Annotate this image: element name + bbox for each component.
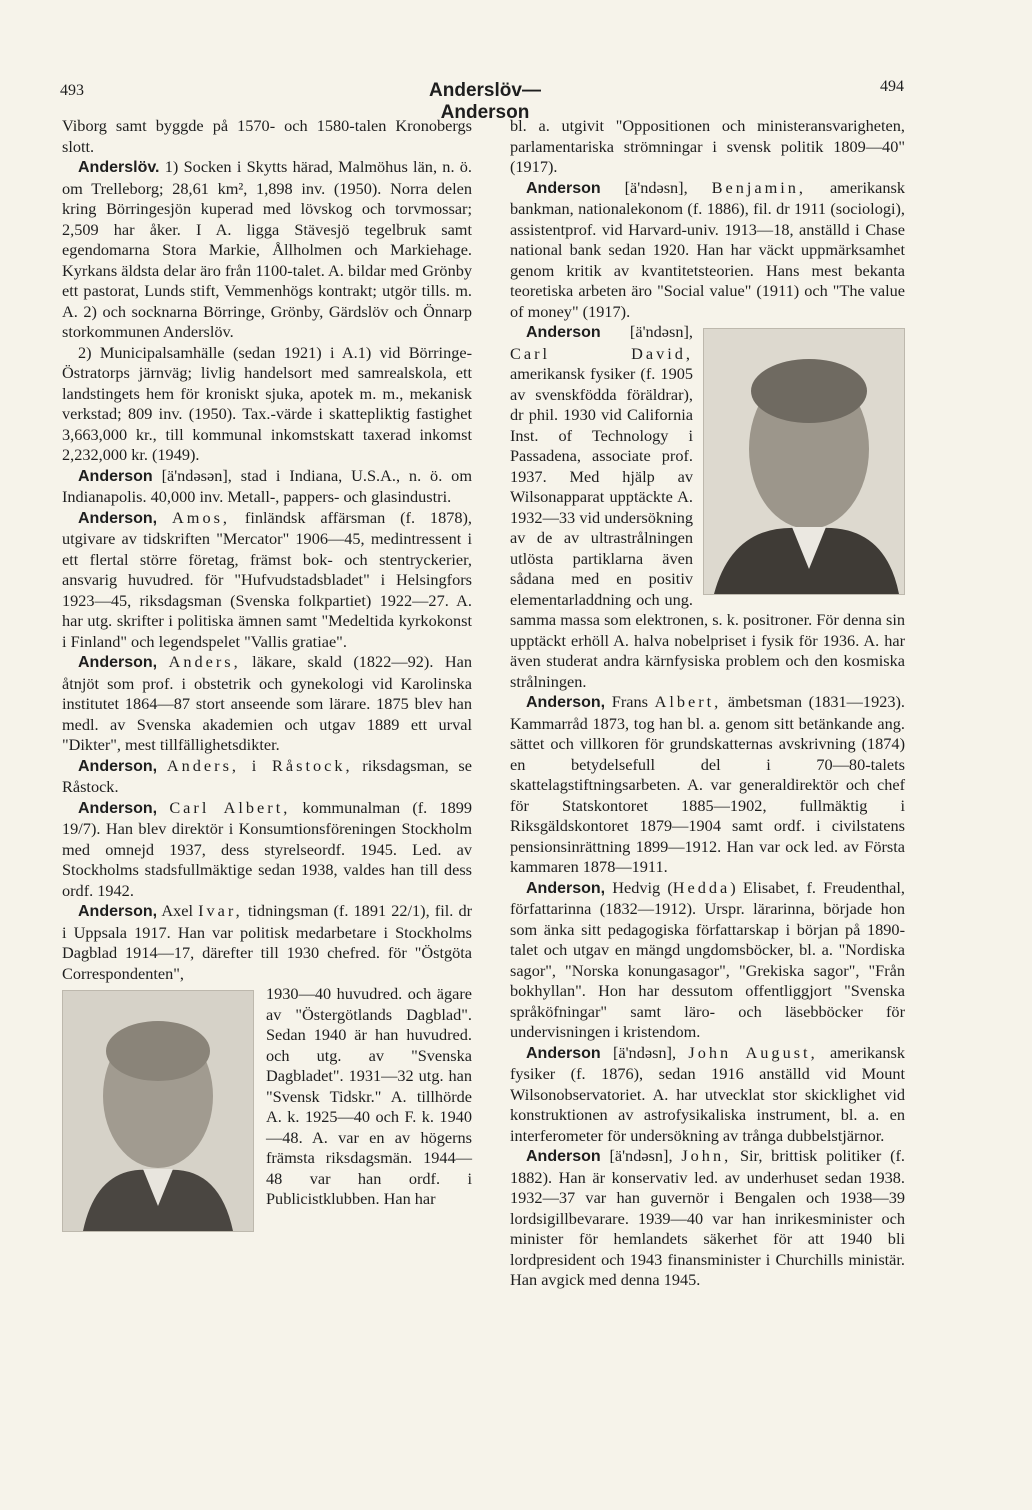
entry-anderson-carl-david [510, 322, 905, 692]
entry-text: [ä'ndəsn], [600, 322, 693, 341]
entry-text: amerikansk fysiker (f. 1905 av svenskfödda föräldrar), dr phil. 1930 vid California Inst. of Technology i Passadena, associate prof. 1937. Med hjälp av Wilsonapparat upptäckte A. 1932—33 vid undersökning av de av ultrastrålningen utlösta partiklarna även sådana med en positiv elementarladdning och ung. samma massa som elektronen, s. k. positroner. För denna sin upptäckt erhöll A. halva nobelpriset i fysik för 1936. A. har även studerat andra kärnfysiska problem och den kosmiska strålningen. [510, 364, 905, 691]
entry-text: amerikansk fysiker (f. 1876), sedan 1916 anställd vid Mount Wilsonobservatoriet. A. har utvecklat stor skicklighet vid konstruktionen av astrofysikaliska instrument, bl. a. en interferometer för undersökning av trånga dubbelstjärnor. [510, 1042, 905, 1145]
entry-text: [ä'ndəsn], [600, 177, 712, 197]
entry-anderson-ivar-cont: 1930—40 huvudred. och ägare av "Östergötlands Dagblad". Sedan 1940 är han huvudred. och utg. av "Svenska Dagbladet". 1931—32 utg. han "Svensk Tidskr." A. tillhörde A. k. 1925—40 och F. k. 1940—48. A. var en av högerns främsta riksdagsmän. 1944—48 var han ordf. i Publicistklubben. Han har [266, 984, 472, 1208]
entry-text: Frans [605, 692, 655, 711]
entry-anderson-carl-albert [62, 798, 472, 902]
entry-text: ) Elisabet, f. Freudenthal, författarinna (1832—1912). Urspr. lärarinna, började hon som änka sitt pedagogiska författarskap i början på 1890-talet och utgav en mängd ungdomsböcker, bl. a. "Nordiska sagor", "Norska konungasagor", "Grekiska sagor", "Från bokhyllan". Hon har dessutom offentliggjort "Svenska språköfningar" samt läro- och läsebböcker för undervisningen i kristendom. [510, 877, 905, 1041]
headword: Anderson, [526, 694, 606, 711]
entry-text: amerikansk bankman, nationalekonom (f. 1886), fil. dr 1911 (sociologi), assistentprof. vid Harvard-univ. 1913—18, anställd i Chase national bank sedan 1920. Han har väckt uppmärksamhet genom kritik av kvantitetsteorien. Hans mest bekanta teoretiska arbeten äro "Social value" (1911) och "The value of money" (1917). [510, 177, 905, 321]
entry-anderson-john-sir [510, 1146, 905, 1291]
portrait-ivar-anderson [62, 990, 254, 1232]
paragraph-continuation: Viborg samt byggde på 1570- och 1580-talen Kronobergs slott. [62, 116, 472, 156]
entry-name: Anders, [168, 652, 241, 671]
portrait-image [63, 991, 253, 1231]
entry-text: finländsk affärsman (f. 1878), utgivare av tidskriften "Mercator" 1906—45, medintressent i ett flertal större företag, främst bok- och stentryckerier, ansvarig huvudred. för "Hufvudstadsbladet" i Helsingfors 1923—45, riksdagsman (Svenska folkpartiet) 1922—27. A. har utg. skrifter i politiska ämnen samt "Medeltida kyrkokonst i Finland" och legendspelet "Vallis gratiae". [62, 507, 472, 651]
paragraph-continuation: bl. a. utgivit "Oppositionen och ministeransvarigheten, parlamentariska strömningar i svensk politik 1809—40" (1917). [510, 116, 905, 176]
entry-name: Carl David, [510, 343, 693, 363]
entry-anderslov [62, 157, 472, 343]
entry-name: Ivar, [198, 901, 243, 920]
headword: Anderson [526, 1044, 601, 1062]
right-column [510, 116, 905, 1291]
entry-text: tidningsman (f. 1891 22/1), fil. dr i Uppsala 1917. Han var politisk medarbetare i Stockholms Dagblad 1914—17, därefter till 1930 chefred. för "Östgöta Correspondenten", [62, 901, 473, 983]
entry-anderson-anders-rastock [62, 756, 472, 798]
entry-text: [ä'ndəsn], [600, 1146, 682, 1165]
entry-text: Hedvig ( [605, 877, 673, 897]
running-head: Anderslöv—Anderson [429, 80, 541, 123]
entry-anderson-hedvig [510, 878, 905, 1043]
entry-anderson-anders [62, 652, 472, 756]
entry-name: Amos, [172, 507, 231, 527]
headword: Anderslöv. [78, 159, 160, 176]
entry-name: Albert, [654, 692, 722, 711]
portrait-carl-david-anderson [703, 328, 905, 595]
headword: Anderson, [78, 757, 158, 775]
entry-name: John, [681, 1146, 732, 1165]
entry-anderson-indiana [62, 466, 472, 508]
entry-text: ämbetsman (1831—1923). Kammarråd 1873, tog han bl. a. genom sitt betänkande ang. sättet och villkoren för grundskatternas avskrivning (1874) en betydelsefull del i 70—80-talets skattelagstiftningsarbeten. A. var generaldirektör och chef för Statskontoret 1885—1902, fullmäktig i Riksgäldskontoret 1879—1904 samt ordf. i civilstatens pensionsinrättning 1899—1912. Han var ock led. av Första kammaren 1878—1911. [510, 692, 905, 876]
entry-anderson-amos [62, 508, 472, 653]
entry-anderson-benjamin [510, 178, 905, 323]
entry-text: 1) Socken i Skytts härad, Malmöhus län, n. ö. om Trelleborg; 28,61 km², 1,898 inv. (1950). Norra delen kring Börringesjön kuperad med lövskog och torvmossar; 2,509 har åker. I A. ligga Stävesjö tegelbruk samt egendomarna Stora Markie, Ållholmen och Markiehage. Kyrkans äldsta delar äro från 1100-talet. A. bildar med Grönby ett pastorat, Lunds stift, Vemmenhögs kontrakt; utgör tills. m. A. 2) och socknarna Börringe, Grönby, Gärdslöv och Önnarp storkommunen Anderslöv. [62, 157, 472, 341]
entry-text: [ä'ndəsn], [600, 1042, 689, 1062]
headword: Anderson, [526, 879, 606, 897]
headword: Anderson [526, 179, 601, 197]
entry-text: Axel [157, 901, 199, 920]
headword: Anderson, [78, 509, 158, 527]
entry-text: kommunalman (f. 1899 19/7). Han blev direktör i Konsumtionsföreningen Stockholm med omnejd 1937, dess styrelseordf. 1945. Led. av Stockholms stadsfullmäktige sedan 1938, valdes han till dess ordf. 1942. [62, 797, 472, 900]
left-column [62, 116, 472, 1236]
headword: Anderson, [78, 654, 158, 671]
headword: Anderson [526, 1148, 601, 1165]
page-number-left: 493 [60, 82, 84, 99]
entry-text: Sir, brittisk politiker (f. 1882). Han är konservativ led. av underhuset sedan 1938. 1932—37 var han guvernör i Bengalen och 1938—39 lordsigillbevarare. 1939—40 var han inrikesminister och minister för hemlandets säkerhet för att 1940 bli lordpresident och 1943 finansminister i Churchills ministär. Han avgick med denna 1945. [510, 1146, 905, 1289]
entry-name: John August, [688, 1042, 818, 1062]
entry-text: läkare, skald (1822—92). Han åtnjöt som prof. i obstetrik och gynekologi vid Karolinska institutet 1864—87 stort anseende som lärare. 1875 blev han medl. av Svenska akademien och utgav 1889 ett urval "Dikter", mest tillfällighetsdikter. [62, 652, 472, 754]
headword: Anderson [78, 467, 153, 485]
entry-name: Hedda [672, 877, 731, 897]
entry-anderslov-2: 2) Municipalsamhälle (sedan 1921) i A.1) vid Börringe-Östratorps järnväg; livlig handelsort med samrealskola, ett landstingets hem för kroniskt sjuka, apotek m. m., mekanisk verkstad; 809 inv. (1950). Tax.-värde i skattepliktig fastighet 3,663,000 kr., till kommunal inkomstskatt taxerad inkomst 2,232,000 kr. (1949). [62, 342, 472, 464]
entry-name: Carl Albert, [169, 797, 291, 817]
entry-anderson-john-august [510, 1043, 905, 1147]
entry-anderson-frans-albert [510, 692, 905, 878]
page-header [0, 0, 1032, 123]
headword: Anderson, [78, 903, 158, 920]
headword: Anderson [526, 324, 601, 341]
portrait-image [704, 329, 904, 594]
entry-name: Benjamin, [711, 177, 806, 197]
entry-name: Anders, i Råstock, [166, 755, 353, 775]
page-number-right: 494 [880, 78, 904, 95]
entry-anderson-ivar [62, 901, 472, 984]
entry-text: [ä'ndəsən], stad i Indiana, U.S.A., n. ö. om Indianapolis. 40,000 inv. Metall-, pappers- och glasindustri. [62, 465, 472, 506]
headword: Anderson, [78, 799, 158, 817]
entry-text: riksdagsman, se Råstock. [62, 755, 472, 796]
